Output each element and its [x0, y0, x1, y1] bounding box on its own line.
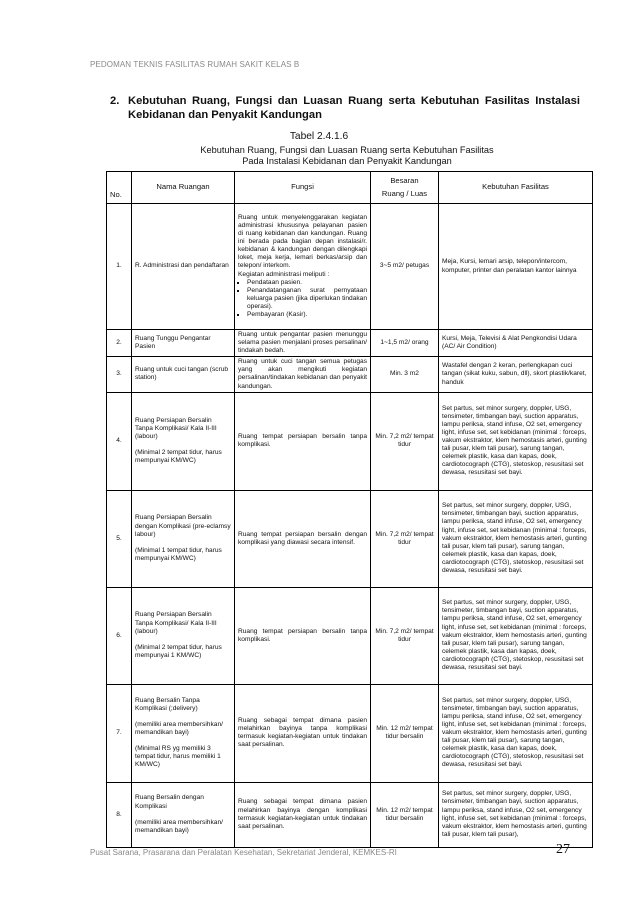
nama-line: (Minimal 1 tempat tidur, harus mempunyai KM/WC): [135, 546, 222, 562]
facility-table: [106, 171, 593, 848]
nama-line: Ruang Persiapan Bersalin Tanpa Komplikasi/ Kala II-III (labour): [135, 416, 217, 441]
nama-line: (Minimal 2 tempat tidur, harus mempunyai 1 KM/WC): [135, 643, 222, 659]
section-heading: [110, 94, 580, 122]
nama-line: (memiliki area membersihkan/ memandikan bayi): [135, 721, 223, 737]
table-caption: [112, 145, 582, 167]
row-number: 4.: [107, 392, 132, 490]
header-ruang-luas-label: Ruang / Luas: [381, 189, 428, 198]
nama-line: Ruang Persiapan Bersalin dengan Komplikasi (pre-eclamsy labour): [135, 514, 231, 538]
row-number: 1.: [107, 204, 132, 330]
section-number: 2.: [110, 95, 120, 107]
header-kebutuhan-fasilitas: Kebutuhan Fasilitas: [439, 172, 593, 204]
row-kebutuhan: Set partus, set minor surgery, doppler, USG, tensimeter, timbangan bayi, suction apparatus, lampu periksa, stand infuse, O2 set, emergency light, infuse set, set kebidanan (minimal : forceps, vakum ekstraktor, klem hemostasis arteri, gunting tali pusar, klem tali pusar),: [439, 782, 593, 847]
row-kebutuhan: Set partus, set minor surgery, doppler, USG, tensimeter, timbangan bayi, suction apparatus, lampu periksa, stand infuse, O2 set, emergency light, infuse set, set kebidanan (minimal : forceps, vakum ekstraktor, klem hemostasis arteri, gunting tali pusar, klem tali pusar), sarung tangan, celemek plastik, kasa dan kapas, doek, cardiotocograph (CTG), stetoskop, resusitasi set dewasa, resusitasi set bayi.: [439, 684, 593, 782]
nama-line: Ruang Persiapan Bersalin Tanpa Komplikasi/ Kala II-III (labour): [135, 611, 217, 635]
row-kebutuhan: Meja, Kursi, lemari arsip, telepon/intercom, komputer, printer dan peralatan kantor lainnya: [439, 204, 593, 330]
caption-line-2: Pada Instalasi Kebidanan dan Penyakit Kandungan: [242, 156, 452, 166]
table-number: Tabel 2.4.1.6: [289, 131, 349, 142]
header-besaran: [371, 172, 439, 204]
nama-line: (Minimal 2 tempat tidur, harus mempunyai KM/WC): [135, 449, 222, 465]
row-besaran: 1~1,5 m2/ orang: [371, 330, 439, 357]
row-number: 6.: [107, 587, 132, 684]
row-nama-ruangan: [132, 490, 235, 587]
header-besaran-label: Besaran: [390, 175, 419, 185]
row-nama-ruangan: [132, 587, 235, 684]
row-kebutuhan: Kursi, Meja, Televisi & Alat Pengkondisi Udara (AC/ Air Condition): [439, 330, 593, 357]
row-fungsi: Ruang untuk cuci tangan semua petugas yang akan mengikuti kegiatan persalinan/tindakan kebidanan dan penyakit kandungan.: [235, 357, 371, 392]
row-kebutuhan: Set partus, set minor surgery, doppler, USG, tensimeter, timbangan bayi, suction apparatus, lampu periksa, stand infuse, O2 set, emergency light, infuse set, set kebidanan (minimal : forceps, vakum ekstraktor, klem hemostasis arteri, gunting tali pusar, klem tali pusar), sarung tangan, celemek plastik, kasa dan kapas, doek, cardiotocograph (CTG), stetoskop, resusitasi set dewasa, resusitasi set bayi.: [439, 490, 593, 587]
row-besaran: Min. 7,2 m2/ tempat tidur: [371, 490, 439, 587]
row-besaran: 3~5 m2/ petugas: [371, 204, 439, 330]
row-number: 3.: [107, 357, 132, 392]
table-header-row: [107, 172, 593, 204]
row-fungsi: Ruang tempat persiapan bersalin tanpa komplikasi.: [235, 392, 371, 490]
row-nama-ruangan: [132, 782, 235, 847]
header-nama-ruangan: Nama Ruangan: [132, 172, 235, 204]
row-fungsi: Ruang tempat persiapan bersalin tanpa komplikasi.: [235, 587, 371, 684]
row-number: 7.: [107, 684, 132, 782]
table-row: [107, 392, 593, 490]
row-besaran: Min. 7,2 m2/ tempat tidur: [371, 392, 439, 490]
nama-line: Ruang Bersalin dengan Komplikasi: [135, 794, 204, 810]
row-besaran: Min. 12 m2/ tempat tidur bersalin: [371, 684, 439, 782]
table-row: [107, 782, 593, 847]
row-nama-ruangan: [132, 684, 235, 782]
row-kebutuhan: Wastafel dengan 2 keran, perlengkapan cuci tangan (sikat kuku, sabun, dll), skort plastik/karet, handuk: [439, 357, 593, 392]
list-item: ▪ Pendataan pasien.: [247, 279, 367, 287]
page-header: PEDOMAN TEKNIS FASILITAS RUMAH SAKIT KELAS B: [90, 60, 300, 69]
list-item: ▪ Pembayaran (Kasir).: [247, 311, 367, 319]
header-fungsi: Fungsi: [235, 172, 371, 204]
row-besaran: Min. 7,2 m2/ tempat tidur: [371, 587, 439, 684]
nama-line: (memiliki area membersihkan/ memandikan bayi): [135, 818, 223, 834]
table-row: [107, 587, 593, 684]
row-kebutuhan: Set partus, set minor surgery, doppler, USG, tensimeter, timbangan bayi, suction apparatus, lampu periksa, stand infuse, O2 set, emergency light, infuse set, set kebidanan (minimal : forceps, vakum ekstraktor, klem hemostasis arteri, gunting tali pusar, klem tali pusar), sarung tangan, celemek plastik, kasa dan kapas, doek, cardiotocograph (CTG), stetoskop, resusitasi set dewasa, resusitasi set bayi.: [439, 392, 593, 490]
nama-line: (Minimal RS yg memiliki 3 tempat tidur, harus memiliki 1 KM/WC): [135, 745, 221, 769]
row-kebutuhan: Set partus, set minor surgery, doppler, USG, tensimeter, timbangan bayi, suction apparatus, lampu periksa, stand infuse, O2 set, emergency light, infuse set, set kebidanan (minimal : forceps, vakum ekstraktor, klem hemostasis arteri, gunting tali pusar, klem tali pusar), sarung tangan, celemek plastik, kasa dan kapas, doek, cardiotocograph (CTG), stetoskop, resusitasi set dewasa, resusitasi set bayi.: [439, 587, 593, 684]
row-fungsi: Ruang sebagai tempat dimana pasien melahirkan bayinya dengan komplikasi termasuk kegiatan-kegiatan untuk tindakan saat persalinan.: [235, 782, 371, 847]
row-nama-ruangan: Ruang untuk cuci tangan (scrub station): [132, 357, 235, 392]
page-number: 27: [556, 842, 570, 857]
table-row: [107, 330, 593, 357]
row-fungsi: Ruang untuk pengantar pasien menunggu selama pasien menjalani proses persalinan/ tindakah bedah.: [235, 330, 371, 357]
row-fungsi: Ruang tempat persiapan bersalin dengan komplikasi yang diawasi secara intensif.: [235, 490, 371, 587]
row-besaran: Min. 12 m2/ tempat tidur bersalin: [371, 782, 439, 847]
table-row: [107, 490, 593, 587]
page-footer: Pusat Sarana, Prasarana dan Peralatan Kesehatan, Sekretariat Jenderal, KEMKES-RI: [90, 848, 397, 857]
list-item: ▪ Penandatanganan surat pernyataan keluarga pasien (jika diperlukan tindakan operasi).: [247, 287, 367, 311]
fungsi-intro: Kegiatan administrasi meliputi :: [238, 270, 330, 278]
row-number: 5.: [107, 490, 132, 587]
section-title: Kebutuhan Ruang, Fungsi dan Luasan Ruang serta Kebutuhan Fasilitas Instalasi Kebidanan dan Penyakit Kandungan: [128, 95, 580, 121]
table-row: [107, 684, 593, 782]
fungsi-list: [238, 279, 367, 319]
table-row: [107, 357, 593, 392]
row-nama-ruangan: R. Administrasi dan pendaftaran: [132, 204, 235, 330]
nama-line: Ruang Bersalin Tanpa Komplikasi (;delivery): [135, 696, 200, 712]
row-fungsi: Ruang sebagai tempat dimana pasien melahirkan bayinya tanpa komplikasi termasuk kegiatan-kegiatan untuk tindakan saat persalinan.: [235, 684, 371, 782]
row-besaran: Min. 3 m2: [371, 357, 439, 392]
row-number: 2.: [107, 330, 132, 357]
caption-line-1: Kebutuhan Ruang, Fungsi dan Luasan Ruang serta Kebutuhan Fasilitas: [200, 145, 494, 155]
fungsi-text: Ruang untuk menyelenggarakan kegiatan administrasi khususnya pelayanan pasien di ruang kebidanan dan kandungan. Ruang ini berada pada bagian depan instalasi/r. kebidanan & kandungan dengan dilengkapi loket, meja kerja, lemari berkas/arsip dan telepon/ interkom.: [238, 213, 367, 270]
row-nama-ruangan: [132, 392, 235, 490]
row-fungsi: [235, 204, 371, 330]
table-row: [107, 204, 593, 330]
header-no: No.: [107, 172, 132, 204]
row-number: 8.: [107, 782, 132, 847]
row-nama-ruangan: Ruang Tunggu Pengantar Pasien: [132, 330, 235, 357]
